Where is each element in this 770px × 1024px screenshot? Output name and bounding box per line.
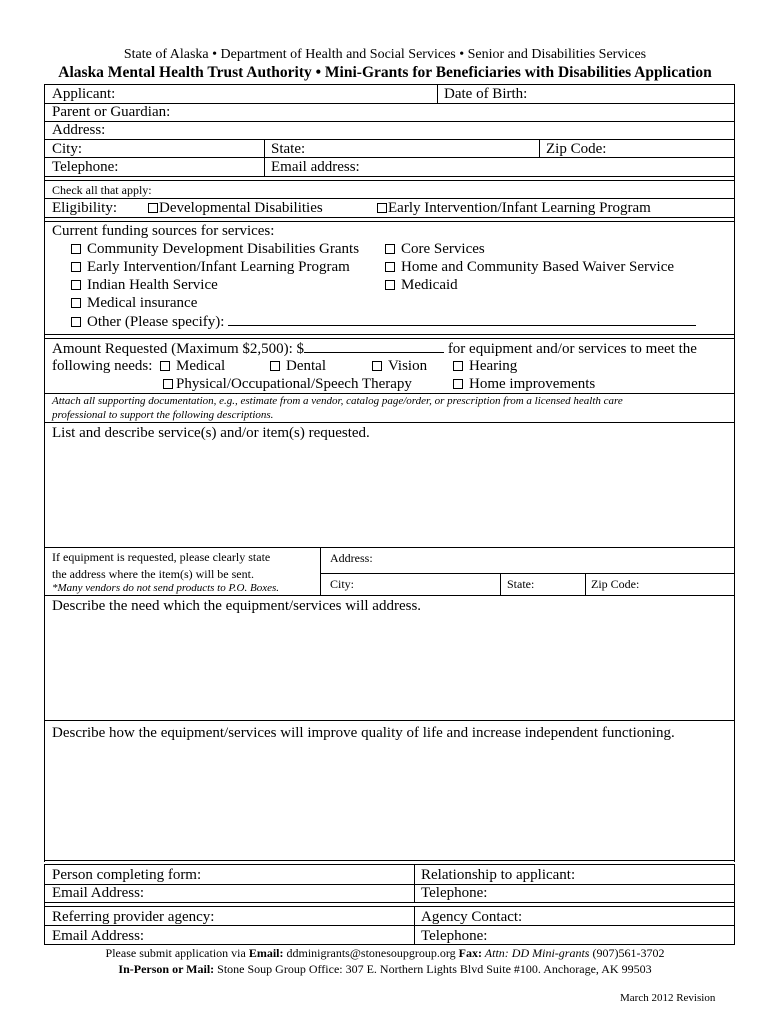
relationship-field[interactable]: Relationship to applicant:	[421, 867, 576, 883]
checkbox[interactable]	[71, 244, 81, 254]
checkbox[interactable]	[453, 379, 463, 389]
need-option[interactable]: Medical	[160, 358, 225, 375]
submit-instructions: Please submit application via Email: ddminigrants@stonesoupgroup.org Fax: Attn: DD Mini-grants (907)561-3702	[105, 946, 665, 960]
checkbox[interactable]	[71, 262, 81, 272]
referring-telephone-field[interactable]: Telephone:	[421, 928, 488, 944]
checkbox[interactable]	[148, 203, 158, 213]
checkbox[interactable]	[372, 361, 382, 371]
email-field[interactable]: Email address:	[271, 159, 360, 175]
form-title: Alaska Mental Health Trust Authority • Mini-Grants for Beneficiaries with Disabilities Application	[58, 64, 712, 81]
parent-guardian-field[interactable]: Parent or Guardian:	[52, 104, 171, 120]
eligibility-developmental[interactable]: Developmental Disabilities	[148, 200, 323, 217]
city-field[interactable]: City:	[52, 141, 83, 157]
need-option[interactable]: Vision	[372, 358, 427, 375]
amount-input-line[interactable]	[304, 340, 444, 353]
referring-agency-field[interactable]: Referring provider agency:	[52, 909, 215, 925]
other-specify-line[interactable]	[228, 313, 696, 326]
po-box-note: *Many vendors do not send products to P.O. Boxes.	[52, 582, 279, 594]
funding-option[interactable]: Indian Health Service	[71, 277, 218, 294]
completing-email-field[interactable]: Email Address:	[52, 885, 145, 901]
checkbox[interactable]	[453, 361, 463, 371]
funding-option[interactable]: Early Intervention/Infant Learning Program	[71, 259, 350, 276]
funding-option[interactable]: Core Services	[385, 241, 485, 258]
need-option[interactable]: Dental	[270, 358, 326, 375]
describe-improve-label: Describe how the equipment/services will improve quality of life and increase independent functioning.	[52, 725, 675, 741]
funding-option[interactable]: Community Development Disabilities Grants	[71, 241, 359, 258]
mail-instructions: In-Person or Mail: Stone Soup Group Office: 307 E. Northern Lights Blvd Suite #100. Anchorage, AK 99503	[118, 962, 652, 976]
funding-option[interactable]: Medical insurance	[71, 295, 197, 312]
checkbox[interactable]	[385, 280, 395, 290]
person-completing-field[interactable]: Person completing form:	[52, 867, 202, 883]
checkbox[interactable]	[385, 244, 395, 254]
equipment-state-field[interactable]: State:	[507, 577, 535, 591]
describe-need-label: Describe the need which the equipment/services will address.	[52, 598, 422, 614]
list-services-label: List and describe service(s) and/or item(s) requested.	[52, 425, 370, 441]
attach-note-line2: professional to support the following descriptions.	[52, 409, 274, 421]
describe-improve-area[interactable]	[50, 744, 730, 856]
eligibility-early-intervention[interactable]: Early Intervention/Infant Learning Program	[377, 200, 651, 217]
equipment-address-line1: If equipment is requested, please clearly state	[52, 550, 271, 564]
list-services-area[interactable]	[50, 444, 730, 544]
need-option[interactable]: Physical/Occupational/Speech Therapy	[163, 376, 412, 393]
checkbox[interactable]	[377, 203, 387, 213]
amount-requested: Amount Requested (Maximum $2,500): $ for equipment and/or services to meet the	[52, 341, 697, 357]
telephone-field[interactable]: Telephone:	[52, 159, 119, 175]
equipment-city-field[interactable]: City:	[330, 577, 355, 591]
need-option[interactable]: Hearing	[453, 358, 517, 375]
zip-code-field[interactable]: Zip Code:	[546, 141, 607, 157]
checkbox[interactable]	[71, 280, 81, 290]
funding-option[interactable]: Home and Community Based Waiver Service	[385, 259, 674, 276]
checkbox[interactable]	[71, 317, 81, 327]
checkbox[interactable]	[160, 361, 170, 371]
equipment-address-field[interactable]: Address:	[330, 551, 373, 565]
need-option[interactable]: Home improvements	[453, 376, 595, 393]
eligibility-label: Eligibility:	[52, 200, 118, 216]
attach-note-line1: Attach all supporting documentation, e.g., estimate from a vendor, catalog page/order, or prescription from a licensed health care	[52, 395, 623, 407]
checkbox[interactable]	[163, 379, 173, 389]
equipment-address-line2: the address where the item(s) will be sent.	[52, 567, 254, 581]
date-of-birth-field[interactable]: Date of Birth:	[444, 86, 528, 102]
checkbox[interactable]	[270, 361, 280, 371]
equipment-zip-field[interactable]: Zip Code:	[591, 577, 640, 591]
state-field[interactable]: State:	[271, 141, 306, 157]
checkbox[interactable]	[385, 262, 395, 272]
funding-option[interactable]: Medicaid	[385, 277, 458, 294]
checkbox[interactable]	[71, 298, 81, 308]
completing-telephone-field[interactable]: Telephone:	[421, 885, 488, 901]
funding-option-other[interactable]: Other (Please specify):	[71, 313, 696, 331]
revision-date: March 2012 Revision	[620, 992, 716, 1004]
describe-need-area[interactable]	[50, 617, 730, 717]
applicant-field[interactable]: Applicant:	[52, 86, 116, 102]
agency-line: State of Alaska • Department of Health and Social Services • Senior and Disabilities Services	[123, 47, 647, 62]
funding-heading: Current funding sources for services:	[52, 223, 275, 239]
referring-email-field[interactable]: Email Address:	[52, 928, 145, 944]
address-field[interactable]: Address:	[52, 122, 106, 138]
check-all-label: Check all that apply:	[52, 183, 152, 197]
needs-label: following needs:	[52, 358, 153, 374]
agency-contact-field[interactable]: Agency Contact:	[421, 909, 523, 925]
